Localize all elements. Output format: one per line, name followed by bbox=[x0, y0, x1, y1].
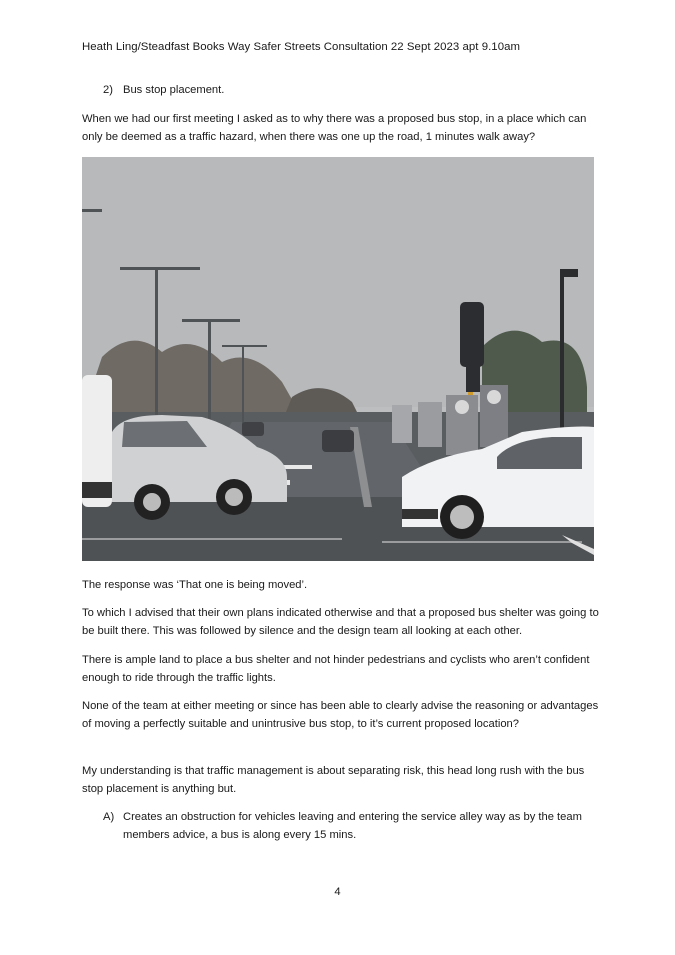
paragraph-advised: To which I advised that their own plans indicated otherwise and that a proposed bus shelter was going to be built there. This was followed by silence and the design team all looking at each other. bbox=[82, 607, 599, 637]
paragraph-none-of-team: None of the team at either meeting or since has been able to clearly advise the reasoning or advantages of moving a perfectly suitable and unintrusive bus stop, to it’s current proposed location? bbox=[82, 700, 599, 730]
page-header: Heath Ling/Steadfast Books Way Safer Streets Consultation 22 Sept 2023 apt 9.10am bbox=[82, 41, 520, 53]
page-number: 4 bbox=[334, 886, 341, 898]
street-photo bbox=[82, 157, 594, 561]
paragraph-understanding: My understanding is that traffic management is about separating risk, this head long rush with the bus stop placement is anything but. bbox=[82, 765, 585, 795]
section-number: 2) bbox=[103, 84, 113, 96]
paragraph-intro: When we had our first meeting I asked as to why there was a proposed bus stop, in a place which can only be deemed as a traffic hazard, when there was one up the road, 1 minutes walk away? bbox=[82, 113, 587, 143]
section-title: Bus stop placement. bbox=[123, 84, 225, 96]
paragraph-ample-land: There is ample land to place a bus shelter and not hinder pedestrians and cyclists who aren’t confident enough to ride through the traffic lights. bbox=[82, 654, 590, 684]
paragraph-response: The response was ‘That one is being moved’. bbox=[82, 579, 308, 591]
street-photo-image bbox=[82, 157, 594, 561]
list-item-a-marker: A) bbox=[103, 811, 115, 823]
list-item-a-text: Creates an obstruction for vehicles leaving and entering the service alley way as by the team members advice, a bus is along every 15 mins. bbox=[123, 811, 582, 841]
